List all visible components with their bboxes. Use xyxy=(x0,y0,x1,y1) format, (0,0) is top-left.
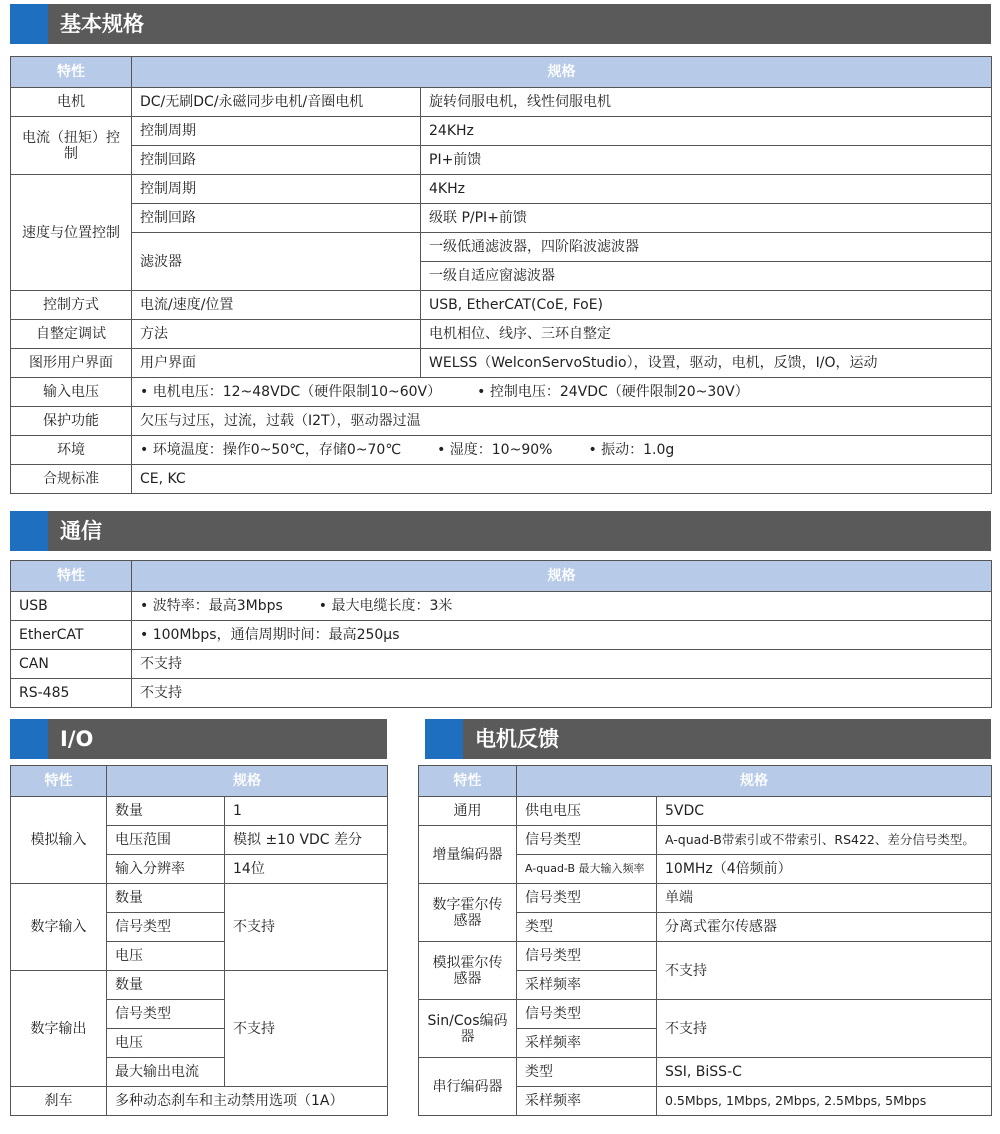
analog-range-label: 电压范围 xyxy=(107,826,225,855)
serial-sampling-label: 采样频率 xyxy=(517,1087,657,1116)
filter-value-2: 一级自适应窗滤波器 xyxy=(421,262,992,291)
header-feature: 特性 xyxy=(419,766,517,797)
header-spec: 规格 xyxy=(107,766,388,797)
serial-type-label: 类型 xyxy=(517,1058,657,1087)
incremental-signal-label: 信号类型 xyxy=(517,826,657,855)
speed-loop-value: 级联 P/PI+前馈 xyxy=(421,204,992,233)
serial-sampling-value: 0.5Mbps, 1Mbps, 2Mbps, 2.5Mbps, 5Mbps xyxy=(657,1087,992,1116)
filter-label: 滤波器 xyxy=(132,233,421,291)
brake-label: 刹车 xyxy=(11,1087,107,1116)
serial-encoder-label: 串行编码器 xyxy=(419,1058,517,1116)
current-control-label: 电流（扭矩）控制 xyxy=(11,117,132,175)
autotune-label: 自整定调试 xyxy=(11,320,132,349)
env-temperature: • 环境温度：操作0~50℃，存储0~70℃ xyxy=(140,442,402,458)
usb-cable: • 最大电缆长度：3米 xyxy=(318,598,453,614)
speed-period-label: 控制周期 xyxy=(132,175,421,204)
header-spec: 规格 xyxy=(517,766,992,797)
control-mode-value: 电流/速度/位置 xyxy=(132,291,421,320)
digital-input-label: 数字输入 xyxy=(11,884,107,971)
digital-output-voltage: 电压 xyxy=(107,1029,225,1058)
header-spec: 规格 xyxy=(132,57,992,88)
digital-input-value: 不支持 xyxy=(225,884,388,971)
comm-banner xyxy=(10,511,991,551)
brake-value: 多种动态刹车和主动禁用选项（1A） xyxy=(107,1087,388,1116)
gui-label: 图形用户界面 xyxy=(11,349,132,378)
digital-input-signal: 信号类型 xyxy=(107,913,225,942)
protection-value: 欠压与过压，过流，过载（I2T），驱动器过温 xyxy=(132,407,992,436)
compliance-value: CE, KC xyxy=(132,465,992,494)
digital-output-current: 最大输出电流 xyxy=(107,1058,225,1087)
analog-hall-signal-label: 信号类型 xyxy=(517,942,657,971)
incremental-encoder-label: 增量编码器 xyxy=(419,826,517,884)
comm-table xyxy=(10,560,992,708)
basic-specs-table xyxy=(10,56,992,494)
gui-ui-label: 用户界面 xyxy=(132,349,421,378)
analog-count-label: 数量 xyxy=(107,797,225,826)
banner-accent xyxy=(10,511,48,551)
control-voltage: • 控制电压：24VDC（硬件限制20~30V） xyxy=(477,384,749,400)
current-period-label: 控制周期 xyxy=(132,117,421,146)
analog-hall-sampling-label: 采样频率 xyxy=(517,971,657,1000)
rs485-value: 不支持 xyxy=(132,679,992,708)
control-mode-label: 控制方式 xyxy=(11,291,132,320)
env-humidity: • 湿度：10~90% xyxy=(437,442,553,458)
header-spec: 规格 xyxy=(132,561,992,592)
motor-types: DC/无刷DC/永磁同步电机/音圈电机 xyxy=(132,88,421,117)
analog-count-value: 1 xyxy=(225,797,388,826)
sincos-encoder-label: Sin/Cos编码器 xyxy=(419,1000,517,1058)
io-table xyxy=(10,765,388,1116)
sincos-value: 不支持 xyxy=(657,1000,992,1058)
analog-resolution-label: 输入分辨率 xyxy=(107,855,225,884)
sincos-signal-label: 信号类型 xyxy=(517,1000,657,1029)
analog-hall-value: 不支持 xyxy=(657,942,992,1000)
supply-voltage-label: 供电电压 xyxy=(517,797,657,826)
motor-voltage: • 电机电压：12~48VDC（硬件限制10~60V） xyxy=(140,384,442,400)
io-banner xyxy=(10,719,387,759)
serial-type-value: SSI, BiSS-C xyxy=(657,1058,992,1087)
basic-specs-title: 基本规格 xyxy=(60,12,144,36)
env-vibration: • 振动：1.0g xyxy=(588,442,675,458)
basic-specs-banner xyxy=(10,4,991,44)
io-title: I/O xyxy=(60,727,94,751)
rs485-label: RS-485 xyxy=(11,679,132,708)
input-voltage-label: 输入电压 xyxy=(11,378,132,407)
incremental-signal-value: A-quad-B带索引或不带索引、RS422、差分信号类型。 xyxy=(657,826,992,855)
banner-accent xyxy=(10,719,48,759)
compliance-label: 合规标准 xyxy=(11,465,132,494)
incremental-freq-label: A-quad-B 最大输入频率 xyxy=(517,855,657,884)
comm-title: 通信 xyxy=(60,519,102,543)
motor-servo-types: 旋转伺服电机，线性伺服电机 xyxy=(421,88,992,117)
digital-input-count: 数量 xyxy=(107,884,225,913)
autotune-method-value: 电机相位、线序、三环自整定 xyxy=(421,320,992,349)
control-interface-value: USB, EtherCAT(CoE, FoE) xyxy=(421,291,992,320)
speed-position-label: 速度与位置控制 xyxy=(11,175,132,291)
autotune-method-label: 方法 xyxy=(132,320,421,349)
header-feature: 特性 xyxy=(11,766,107,797)
usb-label: USB xyxy=(11,592,132,621)
filter-value-1: 一级低通滤波器，四阶陷波滤波器 xyxy=(421,233,992,262)
analog-resolution-value: 14位 xyxy=(225,855,388,884)
header-feature: 特性 xyxy=(11,561,132,592)
feedback-table xyxy=(418,765,992,1116)
banner-accent xyxy=(10,4,48,44)
current-loop-value: PI+前馈 xyxy=(421,146,992,175)
input-voltage-value xyxy=(132,378,992,407)
speed-period-value: 4KHz xyxy=(421,175,992,204)
ethercat-value: • 100Mbps，通信周期时间：最高250μs xyxy=(132,621,992,650)
gui-value: WELSS（WelconServoStudio），设置，驱动，电机，反馈，I/O，运动 xyxy=(421,349,992,378)
current-period-value: 24KHz xyxy=(421,117,992,146)
environment-value xyxy=(132,436,992,465)
digital-hall-type-value: 分离式霍尔传感器 xyxy=(657,913,992,942)
digital-hall-type-label: 类型 xyxy=(517,913,657,942)
can-label: CAN xyxy=(11,650,132,679)
digital-output-signal: 信号类型 xyxy=(107,1000,225,1029)
usb-value xyxy=(132,592,992,621)
general-label: 通用 xyxy=(419,797,517,826)
banner-accent xyxy=(425,719,463,759)
digital-hall-label: 数字霍尔传感器 xyxy=(419,884,517,942)
can-value: 不支持 xyxy=(132,650,992,679)
feedback-title: 电机反馈 xyxy=(475,727,559,751)
analog-range-value: 模拟 ±10 VDC 差分 xyxy=(225,826,388,855)
digital-output-count: 数量 xyxy=(107,971,225,1000)
motor-label: 电机 xyxy=(11,88,132,117)
environment-label: 环境 xyxy=(11,436,132,465)
usb-baud: • 波特率：最高3Mbps xyxy=(140,598,283,614)
protection-label: 保护功能 xyxy=(11,407,132,436)
incremental-freq-value: 10MHz（4倍频前） xyxy=(657,855,992,884)
digital-output-value: 不支持 xyxy=(225,971,388,1087)
feedback-banner xyxy=(425,719,991,759)
header-feature: 特性 xyxy=(11,57,132,88)
digital-input-voltage: 电压 xyxy=(107,942,225,971)
ethercat-label: EtherCAT xyxy=(11,621,132,650)
current-loop-label: 控制回路 xyxy=(132,146,421,175)
digital-hall-signal-value: 单端 xyxy=(657,884,992,913)
digital-output-label: 数字输出 xyxy=(11,971,107,1087)
speed-loop-label: 控制回路 xyxy=(132,204,421,233)
analog-hall-label: 模拟霍尔传感器 xyxy=(419,942,517,1000)
digital-hall-signal-label: 信号类型 xyxy=(517,884,657,913)
supply-voltage-value: 5VDC xyxy=(657,797,992,826)
analog-input-label: 模拟输入 xyxy=(11,797,107,884)
sincos-sampling-label: 采样频率 xyxy=(517,1029,657,1058)
